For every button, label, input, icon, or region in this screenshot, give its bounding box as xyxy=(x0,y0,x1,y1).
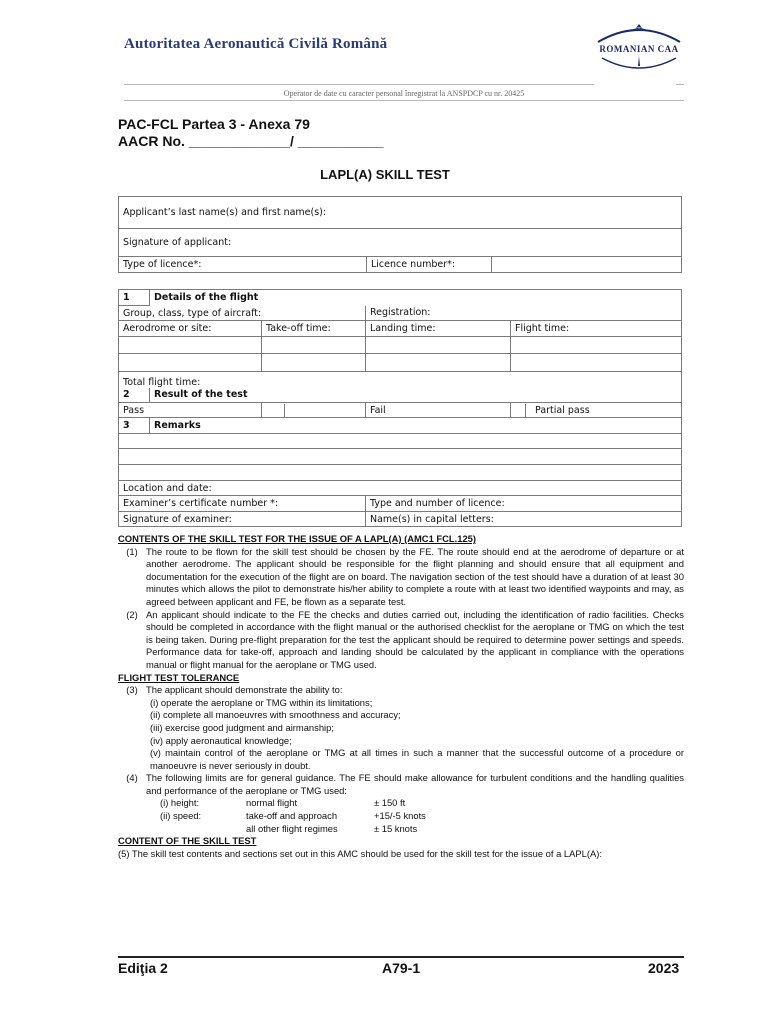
tolerance-parameter xyxy=(160,823,246,836)
group-row xyxy=(119,306,682,321)
ability-list-item: (i) operate the aeroplane or TMG within its limitations; xyxy=(150,696,373,708)
authority-name: Autoritatea Aeronautică Civilă Română xyxy=(124,36,388,52)
location-row xyxy=(119,481,682,496)
details-heading: Details of the flight xyxy=(150,290,682,306)
tolerance-parameter: (i) height: xyxy=(160,797,200,809)
contents-heading: CONTENTS OF THE SKILL TEST FOR THE ISSUE OF A LAPL(A) (AMC1 FCL.125) xyxy=(118,533,476,544)
flight-time-entry[interactable] xyxy=(511,337,682,354)
applicant-name-row xyxy=(119,197,682,229)
total-flight-time-field[interactable]: Total flight time: xyxy=(119,372,682,388)
header-divider xyxy=(124,84,594,85)
paragraph-number: (4) xyxy=(126,772,138,784)
section1-number: 1 xyxy=(119,290,150,306)
ability-list-item: (v) maintain control of the aeroplane or TMG at all times in such a manner that the successful outcome of a procedure or manoeuvre is never seriously in doubt. xyxy=(150,747,684,771)
flight-details-table xyxy=(118,289,682,527)
total-time-row xyxy=(119,372,682,388)
romanian-caa-logo xyxy=(592,22,686,74)
group-field[interactable]: Group, class, type of aircraft: xyxy=(119,306,366,321)
remarks-entry[interactable] xyxy=(119,449,682,465)
location-date-field[interactable]: Location and date: xyxy=(119,481,682,496)
registration-field[interactable]: Registration: xyxy=(366,306,682,321)
licence-number-value[interactable] xyxy=(492,257,682,273)
section3-header-row xyxy=(119,418,682,434)
landing-entry[interactable] xyxy=(366,354,511,372)
paragraph-2 xyxy=(118,609,684,672)
logo-text: ROMANIAN CAA xyxy=(599,44,679,54)
section3-number: 3 xyxy=(119,418,150,434)
times-header-row xyxy=(119,321,682,337)
tolerance-row xyxy=(118,797,684,810)
landing-label-cell: Landing time: xyxy=(366,321,511,337)
licence-type-number-field[interactable]: Type and number of licence: xyxy=(366,496,682,512)
footer-year: 2023 xyxy=(648,960,680,976)
tolerance-value: ± 150 ft xyxy=(374,797,406,809)
paragraph-5: (5) The skill test contents and sections set out in this AMC should be used for the skill test for the issue of a LAPL(A): xyxy=(118,847,602,859)
remarks-line xyxy=(119,465,682,481)
partial-pass-checkbox[interactable] xyxy=(511,404,526,417)
takeoff-entry[interactable] xyxy=(262,354,366,372)
licence-number-field[interactable]: Licence number*: xyxy=(367,257,492,273)
skill-test-contents xyxy=(118,533,684,860)
result-row xyxy=(119,403,682,418)
licence-type-field[interactable]: Type of licence*: xyxy=(119,257,367,273)
paragraph-text: The applicant should demonstrate the ability to: xyxy=(146,684,343,696)
paragraph-number: (2) xyxy=(126,608,138,620)
examiner-signature-field[interactable]: Signature of examiner: xyxy=(119,512,366,527)
section2-number: 2 xyxy=(119,388,150,403)
takeoff-label-cell: Take-off time: xyxy=(262,321,366,337)
partial-pass-cell[interactable] xyxy=(511,403,682,418)
section2-header-row xyxy=(119,388,682,403)
aerodrome-entry[interactable] xyxy=(119,337,262,354)
applicant-table xyxy=(118,196,682,273)
flight-time-entry[interactable] xyxy=(511,354,682,372)
remarks-entry[interactable] xyxy=(119,465,682,481)
form-title: LAPL(A) SKILL TEST xyxy=(320,167,450,182)
paragraph-number: (3) xyxy=(126,684,138,696)
remarks-entry[interactable] xyxy=(119,434,682,449)
examiner-cert-field[interactable]: Examiner’s certificate number *: xyxy=(119,496,366,512)
tolerance-row xyxy=(118,823,684,836)
document-reference xyxy=(118,116,383,150)
capital-names-field[interactable]: Name(s) in capital letters: xyxy=(366,512,682,527)
takeoff-entry[interactable] xyxy=(262,337,366,354)
pass-checkbox[interactable] xyxy=(262,403,366,418)
page-number: A79-1 xyxy=(382,960,421,976)
footer-divider xyxy=(118,956,684,958)
fail-label: Fail xyxy=(366,403,511,418)
ability-list-item: (ii) complete all manoeuvres with smoothness and accuracy; xyxy=(150,709,401,721)
paragraph-4 xyxy=(118,772,684,797)
times-entry-row xyxy=(119,337,682,354)
examiner-signature-row xyxy=(119,512,682,527)
tolerance-heading: FLIGHT TEST TOLERANCE xyxy=(118,671,240,683)
tolerance-condition: normal flight xyxy=(246,797,298,809)
tolerance-value: ± 15 knots xyxy=(374,822,418,834)
paragraph-number: (1) xyxy=(126,545,138,557)
times-entry-row xyxy=(119,354,682,372)
applicant-signature-field[interactable]: Signature of applicant: xyxy=(119,229,682,257)
operator-divider xyxy=(124,100,684,101)
remarks-line xyxy=(119,434,682,449)
examiner-cert-row xyxy=(119,496,682,512)
licence-row xyxy=(119,257,682,273)
doc-ref-line1: PAC-FCL Partea 3 - Anexa 79 xyxy=(118,116,310,132)
aerodrome-label-cell: Aerodrome or site: xyxy=(119,321,262,337)
edition-label: Ediţia 2 xyxy=(118,960,168,976)
doc-ref-line2: AACR No. _____________/ ___________ xyxy=(118,133,384,149)
flight-time-label-cell: Flight time: xyxy=(511,321,682,337)
content-heading: CONTENT OF THE SKILL TEST xyxy=(118,835,257,847)
operator-note: Operator de date cu caracter personal înregistrat la ANSPDCP cu nr. 20425 xyxy=(283,89,525,98)
ability-list-item: (iii) exercise good judgment and airmanship; xyxy=(150,721,334,733)
applicant-signature-row xyxy=(119,229,682,257)
partial-pass-label: Partial pass xyxy=(535,404,590,416)
pass-label: Pass xyxy=(119,403,262,418)
paragraph-text: An applicant should indicate to the FE the checks and duties carried out, including the identification of radio facilities. Checks should be completed in accordance with the flight manual or the authorised checklist for the aeroplane or TMG on which the test is being taken. During pre-flight preparation for the test the applicant should be required to determine power settings and speeds. Performance data for take-off, approach and landing should be calculated by the applicant in compliance with the operations manual or flight manual for the aeroplane or TMG used. xyxy=(146,608,684,670)
header-divider-short xyxy=(676,84,684,85)
section1-header-row xyxy=(119,290,682,306)
tolerance-value: +15/-5 knots xyxy=(374,810,426,822)
ability-list-item: (iv) apply aeronautical knowledge; xyxy=(150,734,292,746)
applicant-name-field[interactable]: Applicant’s last name(s) and first name(s): xyxy=(119,197,682,229)
result-heading: Result of the test xyxy=(150,388,682,403)
aerodrome-entry[interactable] xyxy=(119,354,262,372)
landing-entry[interactable] xyxy=(366,337,511,354)
paragraph-3 xyxy=(118,684,684,697)
paragraph-text: The following limits are for general guidance. The FE should make allowance for turbulent conditions and the handling qualities and performance of the aeroplane or TMG used: xyxy=(146,772,684,796)
paragraph-1 xyxy=(118,546,684,609)
tolerance-parameter: (ii) speed: xyxy=(160,810,202,822)
tolerance-condition: take-off and approach xyxy=(246,810,338,822)
tolerance-row xyxy=(118,810,684,823)
paragraph-text: The route to be flown for the skill test should be chosen by the FE. The route should end at the aerodrome of departure or at another aerodrome. The applicant should be responsible for the flight planning and should ensure that all equipment and documentation for the execution of the flight are on board. The navigation section of the test should have a duration of at least 30 minutes which allows the pilot to demonstrate his/her ability to complete a route with at least two identified waypoints and may, as agreed between applicant and FE, be flown as a separate test. xyxy=(146,545,684,607)
tolerance-condition: all other flight regimes xyxy=(246,822,338,834)
remarks-line xyxy=(119,449,682,465)
remarks-heading: Remarks xyxy=(150,418,682,434)
